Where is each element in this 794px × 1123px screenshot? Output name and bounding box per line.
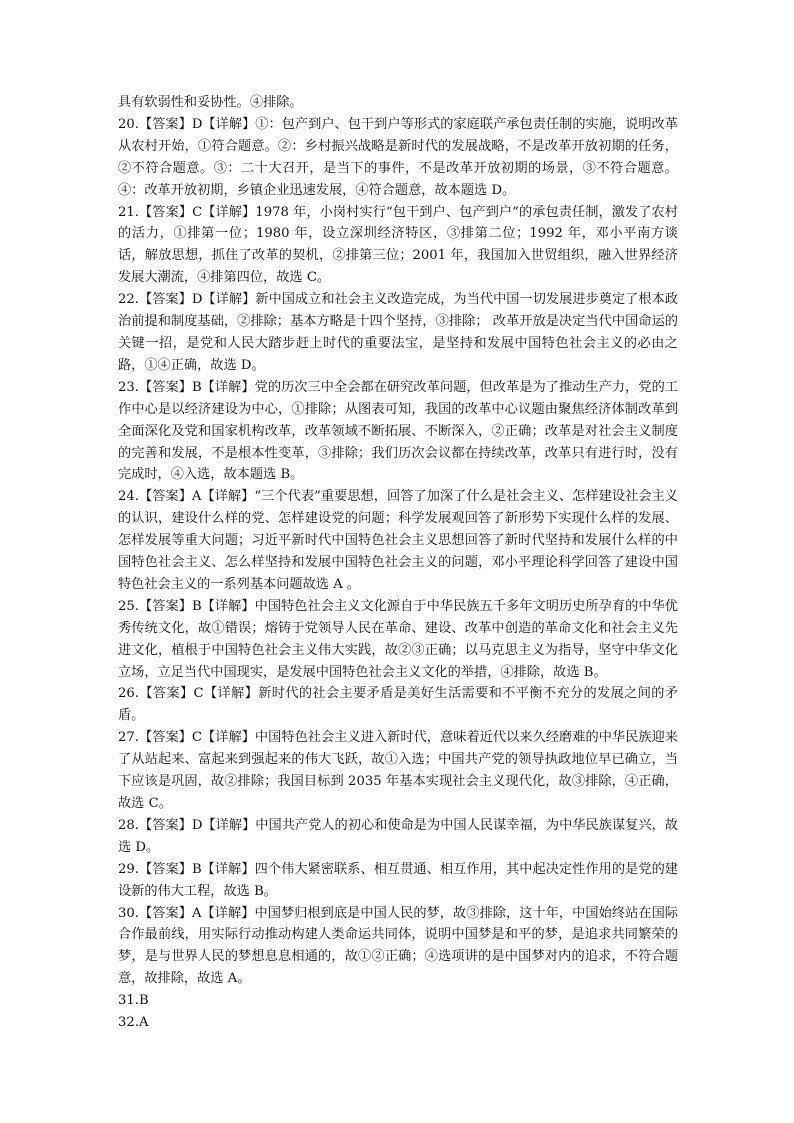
answer-explanations xyxy=(118,92,678,1034)
answer-27: 27.【答案】C【详解】中国特色社会主义进入新时代，意味着近代以来久经磨难的中华民族迎来了从站起来、富起来到强起来的伟大飞跃，故①入选；中国共产党的领导执政地位早已确立，当下应该是巩固，故②排除；我国目标到 2035 年基本实现社会主义现代化，故③排除，④正确，故选 C。 xyxy=(118,730,678,811)
answer-30: 30.【答案】A【详解】中国梦归根到底是中国人民的梦，故③排除，这十年，中国始终站在国际合作最前线，用实际行动推动构建人类命运共同体，说明中国梦是和平的梦，是追求共同繁荣的梦，是与世界人民的梦想息息相通的，故①②正确；④选项讲的是中国梦对内的追求，不符合题意，故排除，故选 A。 xyxy=(118,905,678,987)
answer-23: 23.【答案】B【详解】党的历次三中全会都在研究改革问题，但改革是为了推动生产力，党的工作中心是以经济建设为中心，①排除；从图表可知，我国的改革中心议题由聚焦经济体制改革到全面深化及党和国家机构改革，改革领域不断拓展、不断深入，②正确；改革是对社会主义制度的完善和发展，不是根本性变革，③排除；我们历次会议都在持续改革，改革只有进行时，没有完成时，④入选，故本题选 B。 xyxy=(118,379,678,483)
answer-28: 28.【答案】D【详解】中国共产党人的初心和使命是为中国人民谋幸福，为中华民族谋复兴，故选 D。 xyxy=(118,817,678,855)
answer-25: 25.【答案】B【详解】中国特色社会主义文化源自于中华民族五千多年文明历史所孕育的中华优秀传统文化，故①错误；熔铸于党领导人民在革命、建设、改革中创造的革命文化和社会主义先进文化，植根于中国特色社会主义伟大实践，故②③正确；以马克思主义为指导，坚守中华文化立场，立足当代中国现实，是发展中国特色社会主义文化的举措，④排除，故选 B。 xyxy=(118,598,678,680)
answer-24: 24.【答案】A【详解】“三个代表”重要思想，回答了加深了什么是社会主义、怎样建设社会主义的认识，建设什么样的党、怎样建设党的问题；科学发展观回答了新形势下实现什么样的发展、怎样发展等重大问题；习近平新时代中国特色社会主义思想回答了新时代坚持和发展什么样的中国特色社会主义、怎么样坚持和发展中国特色社会主义的问题，邓小平理论科学回答了建设中国特色社会主义的一系列基本问题故选 A 。 xyxy=(118,489,678,592)
answer-20: 20.【答案】D【详解】①：包产到户、包干到户等形式的家庭联产承包责任制的实施，说明改革从农村开始，①符合题意。②：乡村振兴战略是新时代的发展战略，不是改革开放初期的任务，②不符合题意。③：二十大召开，是当下的事件，不是改革开放初期的场景，③不符合题意。④：改革开放初期，乡镇企业迅速发展，④符合题意，故本题选 D。 xyxy=(118,116,678,198)
answer-29: 29.【答案】B【详解】四个伟大紧密联系、相互贯通、相互作用，其中起决定性作用的是党的建设新的伟大工程，故选 B。 xyxy=(118,861,678,899)
paragraph-continuation: 具有软弱性和妥协性。④排除。 xyxy=(118,95,303,110)
answer-26: 26.【答案】C【详解】新时代的社会主要矛盾是美好生活需要和不平衡不充分的发展之间的矛盾。 xyxy=(118,686,678,724)
answer-32: 32.A xyxy=(118,1015,149,1031)
answer-21: 21.【答案】C【详解】1978 年，小岗村实行“包干到户、包产到户”的承包责任制，激发了农村的活力，①排第一位；1980 年，设立深圳经济特区，③排第二位；1992 年，邓小平南方谈话，解放思想，抓住了改革的契机，②排第三位；2001 年，我国加入世贸组织，融入世界经济发展大潮流，④排第四位，故选 C。 xyxy=(118,204,678,286)
answer-31: 31.B xyxy=(118,993,149,1009)
answer-22: 22.【答案】D【详解】新中国成立和社会主义改造完成，为当代中国一切发展进步奠定了根本政治前提和制度基础，②排除；基本方略是十四个坚持，③排除； 改革开放是决定当代中国命运的关键一招，是党和人民大踏步赶上时代的重要法宝，是坚持和发展中国特色社会主义的必由之路，①④正确，故选 D。 xyxy=(118,292,678,373)
